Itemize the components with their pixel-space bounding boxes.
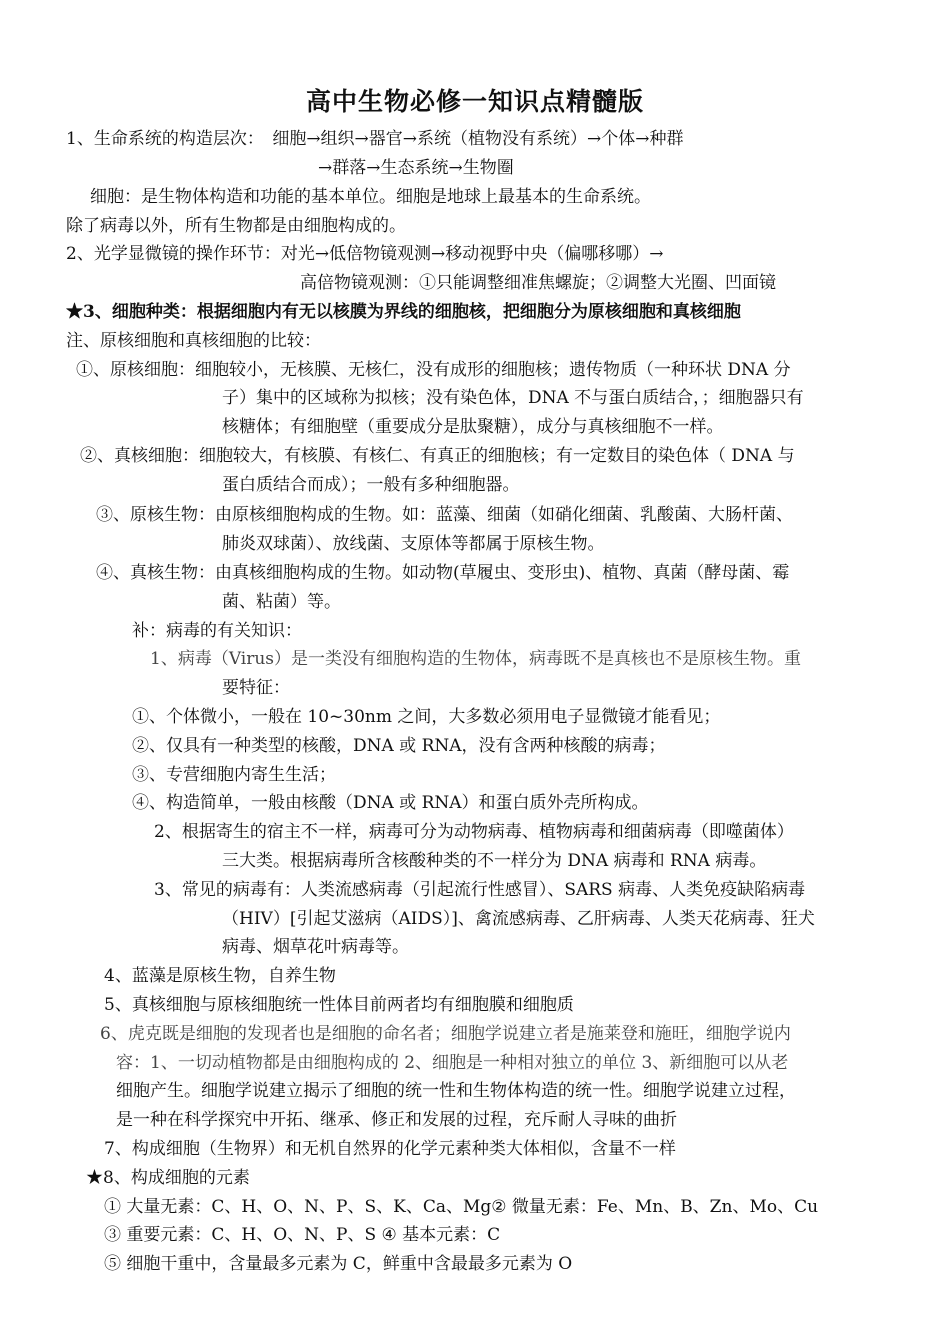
text-line: 细胞：是生物体构造和功能的基本单位。细胞是地球上最基本的生命系统。 <box>90 187 651 207</box>
text-line: 6、虎克既是细胞的发现者也是细胞的命名者；细胞学说建立者是施莱登和施旺，细胞学说内 <box>100 1024 791 1044</box>
text-line: 5、真核细胞与原核细胞统一性体目前两者均有细胞膜和细胞质 <box>104 995 574 1015</box>
text-line: ④、真核生物：由真核细胞构成的生物。如动物(草履虫、变形虫)、植物、真菌（酵母菌、霉 <box>96 563 790 583</box>
text-line: 细胞产生。细胞学说建立揭示了细胞的统一性和生物体构造的统一性。细胞学说建立过程， <box>116 1081 796 1101</box>
text-line: 1、生命系统的构造层次： 细胞→组织→器官→系统（植物没有系统）→个体→种群 <box>66 129 684 149</box>
text-line: 1、病毒（Virus）是一类没有细胞构造的生物体，病毒既不是真核也不是原核生物。重 <box>150 649 802 669</box>
text-line: 三大类。根据病毒所含核酸种类的不一样分为 DNA 病毒和 RNA 病毒。 <box>222 851 767 871</box>
text-line: 容：1、一切动植物都是由细胞构成的 2、细胞是一种相对独立的单位 3、新细胞可以从老 <box>116 1053 789 1073</box>
text-line: （HIV）[引起艾滋病（AIDS）]、禽流感病毒、乙肝病毒、人类天花病毒、狂犬 <box>222 909 815 929</box>
text-line: ④、构造简单，一般由核酸（DNA 或 RNA）和蛋白质外壳所构成。 <box>132 793 649 813</box>
text-line: 子）集中的区域称为拟核；没有染色体，DNA 不与蛋白质结合，；细胞器只有 <box>222 388 804 408</box>
text-line: ②、真核细胞：细胞较大，有核膜、有核仁、有真正的细胞核；有一定数目的染色体（ DNA 与 <box>80 446 795 466</box>
text-line: 核糖体；有细胞壁（重要成分是肽聚糖），成分与真核细胞不一样。 <box>222 417 724 437</box>
text-line: ★8、构成细胞的元素 <box>86 1168 250 1188</box>
text-line: ① 大量无素：C、H、O、N、P、S、K、Ca、Mg② 微量无素：Fe、Mn、B、Zn、Mo、Cu <box>104 1197 819 1217</box>
text-line: 3、常见的病毒有：人类流感病毒（引起流行性感冒）、SARS 病毒、人类免疫缺陷病毒 <box>154 880 806 900</box>
text-line: →群落→生态系统→生物圈 <box>318 158 514 178</box>
text-line: 蛋白质结合而成）；一般有多种细胞器。 <box>222 475 520 495</box>
text-line: 高倍物镜观测：①只能调整细准焦螺旋；②调整大光圈、凹面镜 <box>300 273 776 293</box>
text-line: 菌、粘菌）等。 <box>222 592 341 612</box>
text-line: 注、原核细胞和真核细胞的比较： <box>66 331 321 351</box>
text-line: ③、专营细胞内寄生生活； <box>132 765 336 785</box>
text-line: ①、个体微小，一般在 10~30nm 之间，大多数必须用电子显微镜才能看见； <box>132 707 721 727</box>
text-line: 是一种在科学探究中开拓、继承、修正和发展的过程，充斥耐人寻味的曲折 <box>116 1110 677 1130</box>
text-line: 除了病毒以外，所有生物都是由细胞构成的。 <box>66 216 406 236</box>
text-line: ⑤ 细胞干重中，含量最多元素为 C，鲜重中含最最多元素为 O <box>104 1254 573 1274</box>
text-line: 7、构成细胞（生物界）和无机自然界的化学元素种类大体相似，含量不一样 <box>104 1139 676 1159</box>
text-line: 肺炎双球菌）、放线菌、支原体等都属于原核生物。 <box>222 534 605 554</box>
page-title: 高中生物必修一知识点精髓版 <box>305 87 644 116</box>
text-line: ①、原核细胞：细胞较小，无核膜、无核仁，没有成形的细胞核；遗传物质（一种环状 DNA 分 <box>76 360 791 380</box>
text-line: 病毒、烟草花叶病毒等。 <box>222 937 409 957</box>
text-line: ③ 重要元素：C、H、O、N、P、S ④ 基本元素：C <box>104 1225 501 1245</box>
text-line: 4、蓝藻是原核生物，自养生物 <box>104 966 336 986</box>
text-line: 要特征： <box>222 678 290 698</box>
text-line: ②、仅具有一种类型的核酸，DNA 或 RNA，没有含两种核酸的病毒； <box>132 736 666 756</box>
text-line: 2、根据寄生的宿主不一样，病毒可分为动物病毒、植物病毒和细菌病毒（即噬菌体） <box>154 822 794 842</box>
text-line: ★3、细胞种类：根据细胞内有无以核膜为界线的细胞核，把细胞分为原核细胞和真核细胞 <box>66 302 741 322</box>
text-line: 2、光学显微镜的操作环节：对光→低倍物镜观测→移动视野中央（偏哪移哪）→ <box>66 244 664 264</box>
text-line: 补：病毒的有关知识： <box>132 621 302 641</box>
text-line: ③、原核生物：由原核细胞构成的生物。如：蓝藻、细菌（如硝化细菌、乳酸菌、大肠杆菌、 <box>96 505 793 525</box>
